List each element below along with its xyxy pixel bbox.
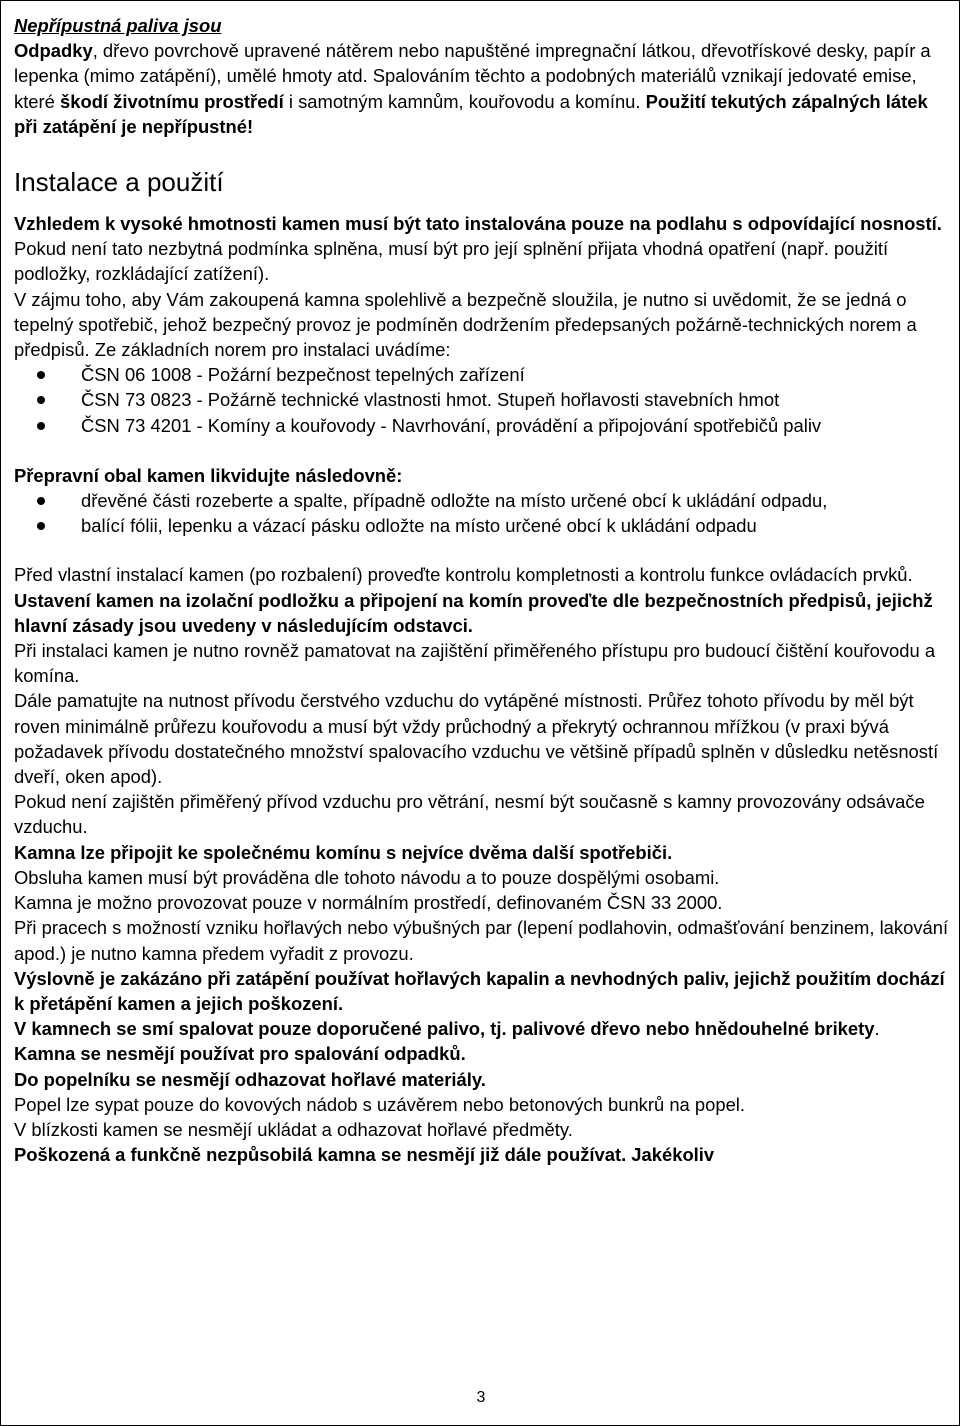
bold-text: Vzhledem k vysoké hmotnosti kamen musí být tato instalována pouze na podlahu s odpovídající nosností. (14, 213, 942, 235)
list-item: dřevěné části rozeberte a spalte, případně odložte na místo určené obcí k ukládání odpadu, (14, 488, 949, 513)
spacer (14, 438, 949, 463)
bold-text: Použití tekutých zápalných látek při zatápění je nepřípustné! (14, 90, 928, 137)
bold-text: škodí životnímu prostředí (60, 90, 284, 112)
section-title-installation: Instalace a použití (14, 167, 224, 198)
paragraph: Před vlastní instalací kamen (po rozbalení) proveďte kontrolu kompletnosti a kontrolu funkce ovládacích prvků. (14, 564, 913, 586)
paragraph: Při pracech s možností vzniku hořlavých nebo výbušných par (lepení podlahovin, odmašťování benzinem, lakování apod.) je nutno kamna předem vyřadit z provozu. (14, 917, 949, 964)
list-item: ČSN 73 4201 - Komíny a kouřovody - Navrhování, provádění a připojování spotřebičů paliv (14, 413, 949, 438)
heading-packaging: Přepravní obal kamen likvidujte následovně: (14, 464, 403, 486)
paragraph: Popel lze sypat pouze do kovových nádob s uzávěrem nebo betonových bunkrů na popel. (14, 1093, 746, 1115)
text: i samotným kamnům, kouřovodu a komínu. (283, 90, 646, 112)
paragraph: Kamna lze připojit ke společnému komínu s nejvíce dvěma další spotřebiči. (14, 841, 673, 863)
paragraph: Ustavení kamen na izolační podložku a připojení na komín proveďte dle bezpečnostních předpisů, jejichž hlavní zásady jsou uvedeny v následujícím odstavci. (14, 589, 933, 636)
paragraph: Obsluha kamen musí být prováděna dle tohoto návodu a to pouze dospělými osobami. (14, 866, 720, 888)
paragraph-norms-intro: V zájmu toho, aby Vám zakoupená kamna spolehlivě a bezpečně sloužila, je nutno si uvědomit, že se jedná o tepelný spotřebič, jehož bezpečný provoz je podmíněn dodržením předepsaných požárně-technických norem a předpisů. Ze základních norem pro instalaci uvádíme: (14, 288, 917, 361)
bold-text: Odpadky (14, 40, 93, 62)
text: , dřevo povrchově upravené nátěrem nebo napuštěné impregnační látkou, dřevotřískové desky, papír a lepenka (mimo zatápění), umělé hmoty atd. Spalováním těchto a podobných materiálů vznikají jedovaté emise, které (14, 40, 931, 112)
paragraph: Pokud není zajištěn přiměřený přívod vzduchu pro větrání, nesmí být současně s kamny provozovány odsávače vzduchu. (14, 791, 925, 838)
paragraph: Při instalaci kamen je nutno rovněž pamatovat na zajištění přiměřeného přístupu pro budoucí čištění kouřovodu a komína. (14, 640, 936, 687)
paragraph-forbidden-fuels (14, 38, 949, 139)
paragraph: Kamna je možno provozovat pouze v normálním prostředí, definovaném ČSN 33 2000. (14, 892, 723, 914)
paragraph: Dále pamatujte na nutnost přívodu čerstvého vzduchu do vytápěné místnosti. Průřez tohoto přívodu by měl být roven minimálně průřezu kouřovodu a musí být vždy průchodný a překrytý ochrannou mřížkou (v praxi bývá požadavek přívodu dostatečného množství spalovacího vzduchu ve většině případů splněn v důsledku netěsností dveří, oken apod). (14, 690, 939, 788)
packaging-list (14, 488, 949, 538)
paragraph: Výslovně je zakázáno při zatápění používat hořlavých kapalin a nevhodných paliv, jejichž použitím dochází k přetápění kamen a jejich poškození. (14, 967, 945, 1014)
paragraph: Kamna se nesmějí používat pro spalování odpadků. (14, 1043, 466, 1065)
list-item: ČSN 06 1008 - Požární bezpečnost tepelných zařízení (14, 362, 949, 387)
bold-text: V kamnech se smí spalovat pouze doporučené palivo, tj. palivové dřevo nebo hnědouhelné brikety (14, 1018, 875, 1040)
spacer (14, 538, 949, 562)
heading-forbidden-fuels: Nepřípustná paliva jsou (14, 15, 222, 36)
paragraph: Do popelníku se nesmějí odhazovat hořlavé materiály. (14, 1068, 486, 1090)
list-item: ČSN 73 0823 - Požárně technické vlastnosti hmot. Stupeň hořlavosti stavebních hmot (14, 387, 949, 412)
page-content (14, 13, 949, 1167)
paragraph-weight (14, 211, 949, 287)
paragraph (14, 1016, 949, 1041)
norms-list (14, 362, 949, 438)
text: . (874, 1018, 880, 1040)
paragraph: V blízkosti kamen se nesmějí ukládat a odhazovat hořlavé předměty. (14, 1118, 573, 1140)
list-item: balící fólii, lepenku a vázací pásku odložte na místo určené obcí k ukládání odpadu (14, 513, 949, 538)
paragraph: Poškozená a funkčně nezpůsobilá kamna se nesmějí již dále používat. Jakékoliv (14, 1144, 715, 1166)
text: Pokud není tato nezbytná podmínka splněna, musí být pro její splnění přijata vhodná opatření (např. použití podložky, rozkládající zatížení). (14, 238, 889, 285)
page-number: 3 (476, 1389, 486, 1406)
